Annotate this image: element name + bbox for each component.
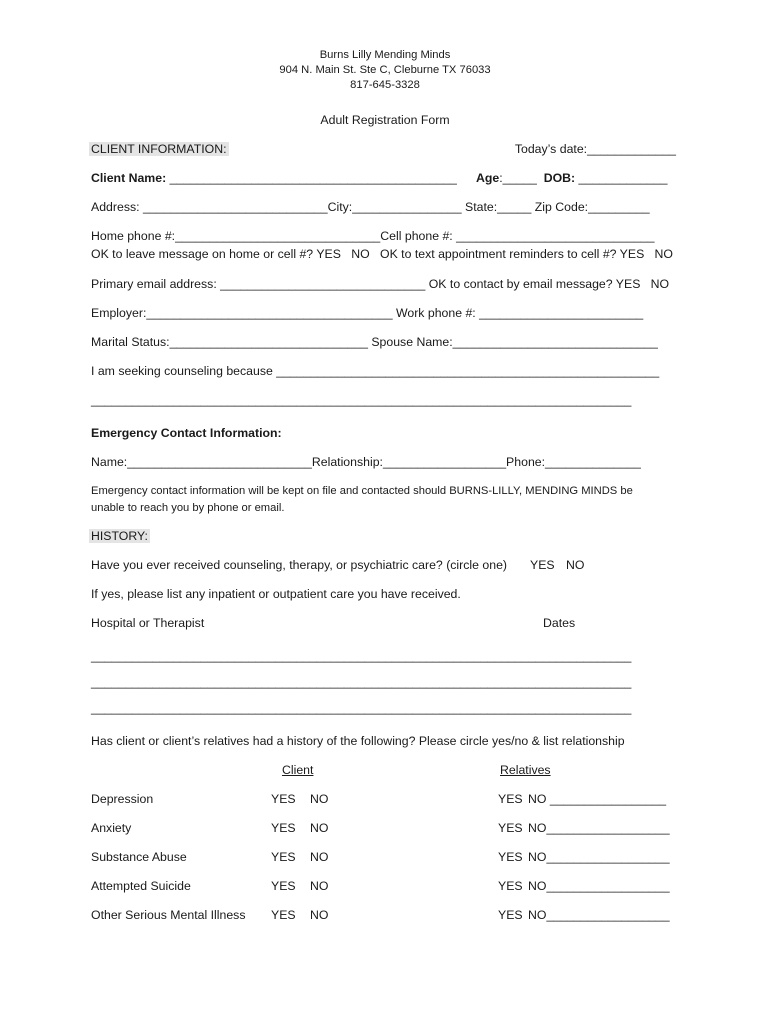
if-yes-instructions: If yes, please list any inpatient or outpatient care you have received. — [91, 587, 461, 601]
counseling-question: Have you ever received counseling, therapy, or psychiatric care? (circle one) — [91, 558, 508, 572]
relatives-yes[interactable]: YES — [498, 879, 523, 893]
marital-line[interactable]: Marital Status:_____________________________ Spouse Name:______________________________ — [91, 335, 658, 349]
counseling-yes[interactable]: YES — [530, 558, 555, 572]
client-column-header: Client — [282, 763, 314, 777]
care-blank-line[interactable]: _______________________________________________________________________________ — [91, 701, 632, 715]
age-label: Age — [476, 171, 500, 185]
age-field[interactable]: :_____ — [499, 171, 537, 185]
ok-leave-message[interactable]: OK to leave message on home or cell #? YES NO — [91, 247, 370, 261]
ok-text-reminders[interactable]: OK to text appointment reminders to cell #? YES NO — [380, 247, 673, 261]
client-info-heading: CLIENT INFORMATION: — [91, 142, 227, 156]
care-blank-line[interactable]: _______________________________________________________________________________ — [91, 675, 632, 689]
age-dob-row — [476, 171, 667, 186]
dates-label: Dates — [543, 616, 576, 630]
client-yes[interactable]: YES — [271, 879, 296, 893]
client-yes[interactable]: YES — [271, 821, 296, 835]
relatives-no[interactable]: NO__________________ — [528, 908, 670, 922]
condition-name: Substance Abuse — [91, 850, 187, 864]
condition-name: Depression — [91, 792, 154, 806]
seeking-counseling-blank[interactable]: _______________________________________________________________________________ — [91, 393, 632, 407]
condition-name: Other Serious Mental Illness — [91, 908, 246, 922]
relatives-yes[interactable]: YES — [498, 792, 523, 806]
counseling-no[interactable]: NO — [566, 558, 585, 572]
address-line[interactable]: Address: ___________________________City:________________ State:_____ Zip Code:_________ — [91, 200, 650, 214]
relatives-no[interactable]: NO__________________ — [528, 821, 670, 835]
relatives-no[interactable]: NO _________________ — [528, 792, 667, 806]
org-name: Burns Lilly Mending Minds — [319, 49, 451, 61]
client-name-field[interactable]: __________________________________________ — [169, 171, 457, 185]
client-name-label: Client Name: — [91, 171, 167, 185]
client-no[interactable]: NO — [310, 850, 329, 864]
form-title: Adult Registration Form — [320, 113, 450, 127]
client-yes[interactable]: YES — [271, 908, 296, 922]
todays-date-field[interactable]: Today’s date:_____________ — [514, 142, 676, 156]
client-yes[interactable]: YES — [271, 792, 296, 806]
condition-name: Anxiety — [91, 821, 132, 835]
hospital-label: Hospital or Therapist — [91, 616, 205, 630]
client-no[interactable]: NO — [310, 792, 329, 806]
relatives-column-header: Relatives — [500, 763, 551, 777]
client-name-row — [91, 171, 457, 186]
history-heading: HISTORY: — [91, 529, 148, 543]
org-phone: 817-645-3328 — [350, 79, 420, 91]
relatives-yes[interactable]: YES — [498, 850, 523, 864]
client-no[interactable]: NO — [310, 879, 329, 893]
client-no[interactable]: NO — [310, 821, 329, 835]
phone-line[interactable]: Home phone #:______________________________Cell phone #: _____________________________ — [91, 229, 655, 243]
employer-line[interactable]: Employer:____________________________________ Work phone #: ________________________ — [91, 306, 644, 320]
relatives-no[interactable]: NO__________________ — [528, 879, 670, 893]
condition-name: Attempted Suicide — [91, 879, 191, 893]
dob-label: DOB: — [543, 171, 576, 185]
emergency-name-line[interactable]: Name:___________________________Relationship:__________________Phone:______________ — [91, 455, 641, 469]
client-yes[interactable]: YES — [271, 850, 296, 864]
email-line[interactable]: Primary email address: ______________________________ OK to contact by email message? YES NO — [91, 277, 670, 291]
relatives-question: Has client or client’s relatives had a history of the following? Please circle yes/no & list relationship — [91, 734, 625, 748]
dob-field[interactable]: _____________ — [578, 171, 668, 185]
emergency-note-2: unable to reach you by phone or email. — [91, 502, 285, 514]
care-blank-line[interactable]: _______________________________________________________________________________ — [91, 649, 632, 663]
relatives-no[interactable]: NO__________________ — [528, 850, 670, 864]
emergency-note-1: Emergency contact information will be kept on file and contacted should BURNS-LILLY, MENDING MINDS be — [91, 485, 633, 497]
org-address: 904 N. Main St. Ste C, Cleburne TX 76033 — [279, 64, 491, 76]
client-no[interactable]: NO — [310, 908, 329, 922]
emergency-heading: Emergency Contact Information: — [91, 426, 282, 440]
relatives-yes[interactable]: YES — [498, 908, 523, 922]
relatives-yes[interactable]: YES — [498, 821, 523, 835]
seeking-counseling-line[interactable]: I am seeking counseling because ________________________________________________________ — [91, 364, 660, 378]
